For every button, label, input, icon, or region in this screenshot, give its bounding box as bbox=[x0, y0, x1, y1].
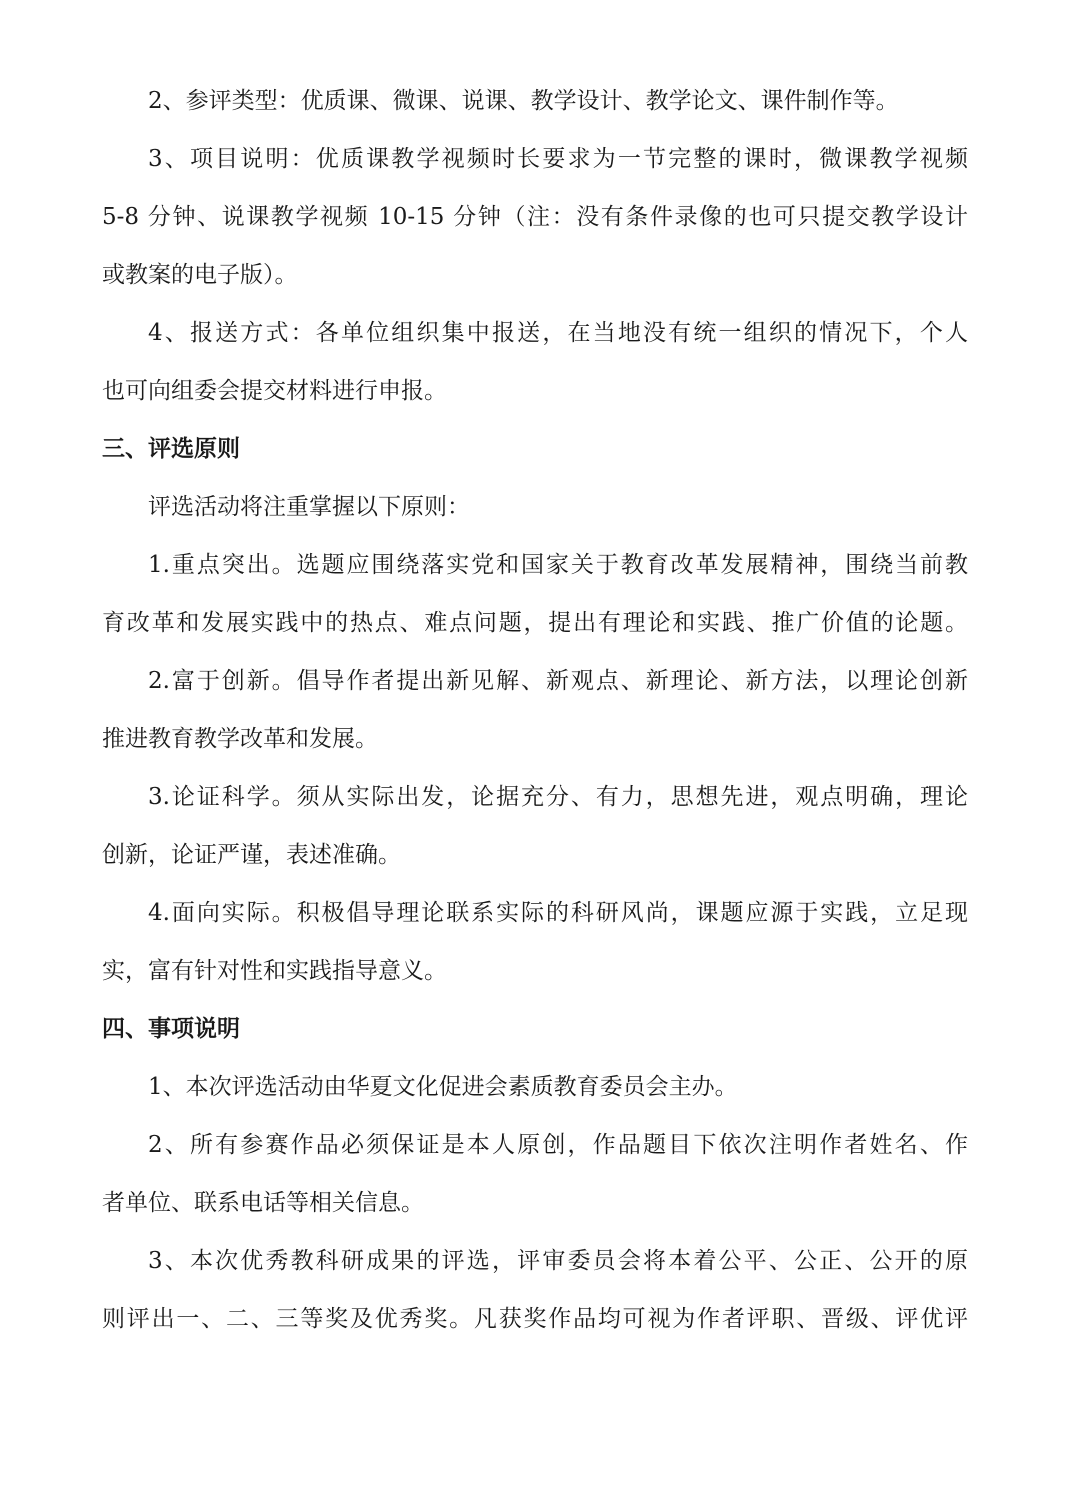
item-3-project-description-end: 或教案的电子版）。 bbox=[102, 262, 298, 288]
item-3-project-description: 3、项目说明：优质课教学视频时长要求为一节完整的课时，微课教学视频 bbox=[148, 146, 968, 172]
principle-3-end: 创新，论证严谨，表述准确。 bbox=[102, 842, 401, 868]
note-3: 3、本次优秀教科研成果的评选，评审委员会将本着公平、公正、公开的原 bbox=[148, 1248, 968, 1274]
note-1: 1、本次评选活动由华夏文化促进会素质教育委员会主办。 bbox=[148, 1074, 738, 1100]
note-2-end: 者单位、联系电话等相关信息。 bbox=[102, 1190, 424, 1216]
item-3-project-description-cont: 5-8 分钟、说课教学视频 10-15 分钟（注：没有条件录像的也可只提交教学设计 bbox=[102, 204, 968, 230]
document-page bbox=[102, 72, 968, 1348]
principle-1: 1.重点突出。选题应围绕落实党和国家关于教育改革发展精神，围绕当前教 bbox=[148, 552, 968, 578]
principle-2-end: 推进教育教学改革和发展。 bbox=[102, 726, 378, 752]
note-3-cont: 则评出一、二、三等奖及优秀奖。凡获奖作品均可视为作者评职、晋级、评优评 bbox=[102, 1306, 968, 1332]
principles-intro: 评选活动将注重掌握以下原则： bbox=[148, 494, 470, 520]
principle-2: 2.富于创新。倡导作者提出新见解、新观点、新理论、新方法，以理论创新 bbox=[148, 668, 968, 694]
item-4-submission-method: 4、报送方式：各单位组织集中报送，在当地没有统一组织的情况下，个人 bbox=[148, 320, 968, 346]
principle-3: 3.论证科学。须从实际出发，论据充分、有力，思想先进，观点明确，理论 bbox=[148, 784, 968, 810]
principle-1-end: 育改革和发展实践中的热点、难点问题，提出有理论和实践、推广价值的论题。 bbox=[102, 610, 968, 636]
principle-4: 4.面向实际。积极倡导理论联系实际的科研风尚，课题应源于实践，立足现 bbox=[148, 900, 968, 926]
section-heading-selection-principles: 三、评选原则 bbox=[102, 435, 240, 462]
note-2: 2、所有参赛作品必须保证是本人原创，作品题目下依次注明作者姓名、作 bbox=[148, 1132, 968, 1158]
item-4-submission-method-end: 也可向组委会提交材料进行申报。 bbox=[102, 378, 447, 404]
item-2-participation-types: 2、参评类型：优质课、微课、说课、教学设计、教学论文、课件制作等。 bbox=[148, 88, 899, 114]
section-heading-notes: 四、事项说明 bbox=[102, 1015, 240, 1042]
principle-4-end: 实，富有针对性和实践指导意义。 bbox=[102, 958, 447, 984]
